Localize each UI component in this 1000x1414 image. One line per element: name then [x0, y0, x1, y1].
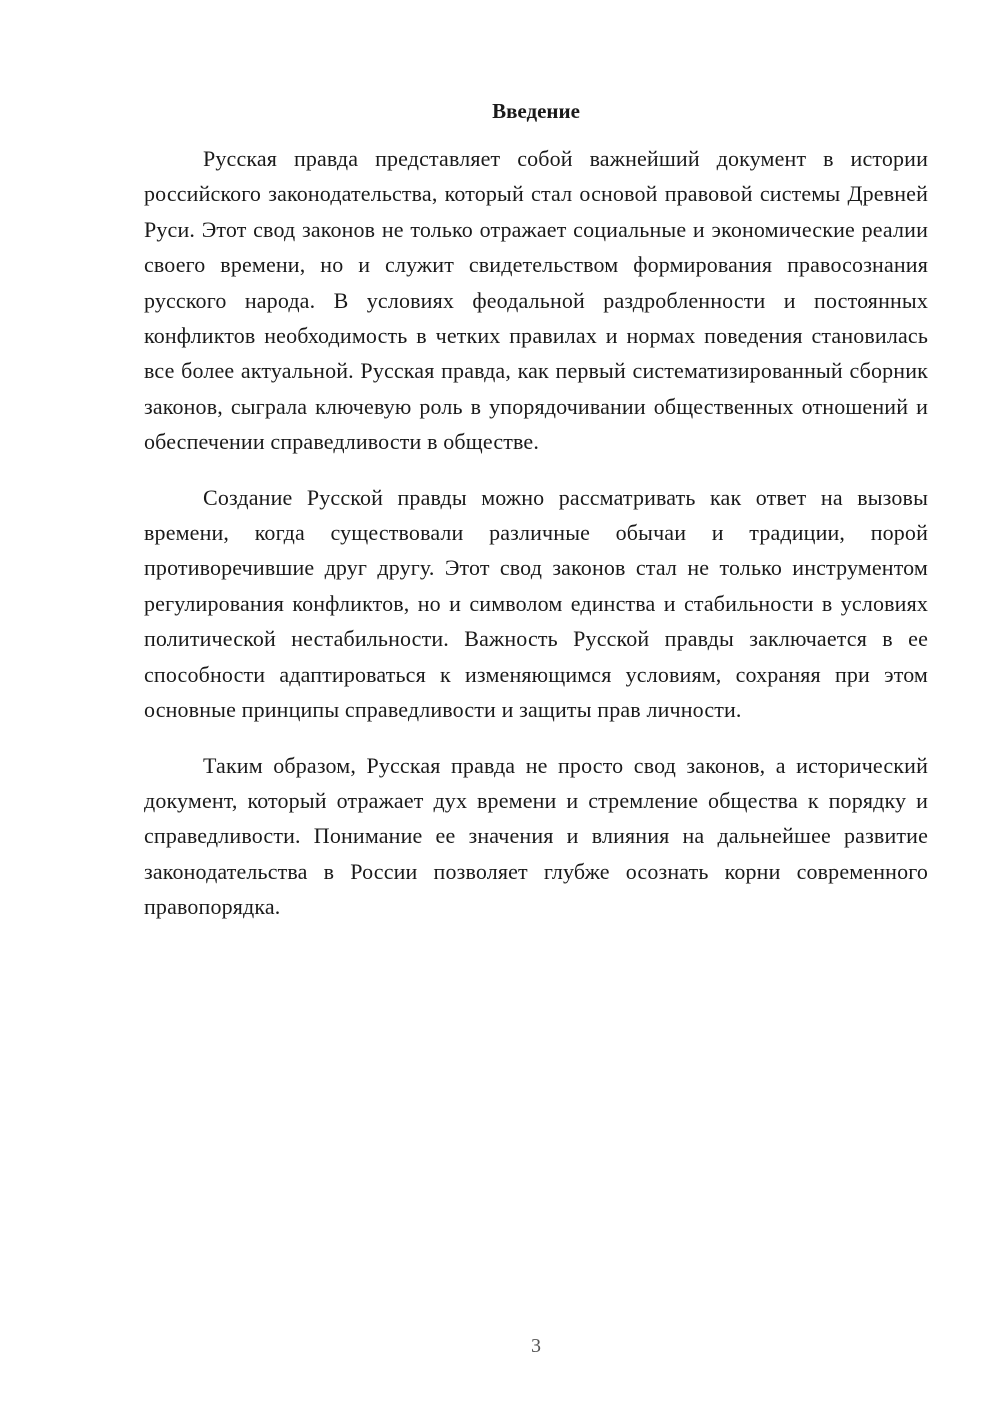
- section-heading: Введение: [492, 99, 580, 123]
- body-text: [144, 141, 928, 945]
- page-number: 3: [531, 1335, 541, 1357]
- paragraph: Создание Русской правды можно рассматривать как ответ на вызовы времени, когда существовали различные обычаи и традиции, порой противоречившие друг другу. Этот свод законов стал не только инструментом регулирования конфликтов, но и символом единства и стабильности в условиях политической нестабильности. Важность Русской правды заключается в ее способности адаптироваться к изменяющимся условиям, сохраняя при этом основные принципы справедливости и защиты прав личности.: [144, 484, 928, 723]
- paragraph: Русская правда представляет собой важнейший документ в истории российского законодательства, который стал основой правовой системы Древней Руси. Этот свод законов не только отражает социальные и экономические реалии своего времени, но и служит свидетельством формирования правосознания русского народа. В условиях феодальной раздробленности и постоянных конфликтов необходимость в четких правилах и нормах поведения становилась все более актуальной. Русская правда, как первый систематизированный сборник законов, сыграла ключевую роль в упорядочивании общественных отношений и обеспечении справедливости в обществе.: [144, 146, 928, 455]
- paragraph: Таким образом, Русская правда не просто свод законов, а исторический документ, который отражает дух времени и стремление общества к порядку и справедливости. Понимание ее значения и влияния на дальнейшее развитие законодательства в России позволяет глубже осознать корни современного правопорядка.: [144, 752, 928, 920]
